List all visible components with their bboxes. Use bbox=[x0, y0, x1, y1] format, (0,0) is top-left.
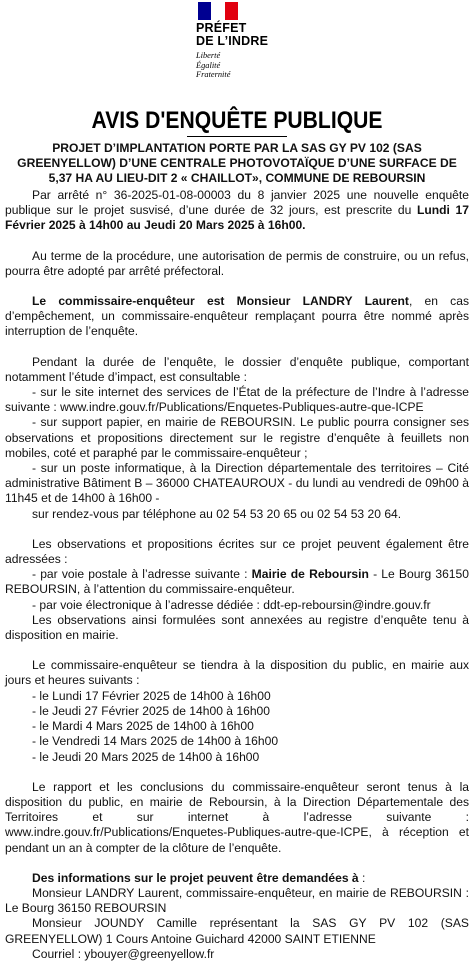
paragraph-commissaire bbox=[5, 294, 469, 340]
informations-heading bbox=[5, 871, 469, 886]
paragraph-rapport: Le rapport et les conclusions du commissaire-enquêteur seront tenus à la disposition du public, en mairie de Reboursin, à la Direction Départementale des Territoires et sur internet à l’adresse suivante : www.indre.gouv.fr/Publications/Enquetes-Publiques-autre-que-ICPE, à réception et pendant un an à compter de la clôture de l’enquête. bbox=[5, 779, 469, 855]
permanences-intro: Le commissaire-enquêteur se tiendra à la disposition du public, en mairie aux jours et heures suivants : bbox=[5, 658, 469, 688]
logo-line-2: DE L’INDRE bbox=[196, 34, 269, 48]
motto-fraternite: Fraternité bbox=[196, 70, 231, 80]
logo-line-1: PRÉFET bbox=[196, 21, 247, 35]
mairie-name: Mairie de Reboursin bbox=[251, 567, 369, 582]
motto-egalite: Égalité bbox=[196, 60, 221, 70]
postal-text: - par voie postale à l’adresse suivante : bbox=[32, 567, 252, 582]
contact-greenyellow: Monsieur JOUNDY Camille représentant la SAS GY PV 102 (SAS GREENYELLOW) 1 Cours Antoine Guichard 42000 SAINT ETIENNE bbox=[5, 916, 469, 946]
permanence-date-5: - le Jeudi 20 Mars 2025 de 14h00 à 16h00 bbox=[32, 749, 260, 764]
consultation-item-website: - sur le site internet des services de l’État de la préfecture de l’Indre à l’adresse suivante : www.indre.gouv.fr/Publications/Enquetes-Publiques-autre-que-ICPE bbox=[5, 385, 469, 415]
commissaire-name: Le commissaire-enquêteur est Monsieur LANDRY Laurent bbox=[32, 294, 409, 309]
contact-email: Courriel : ybouyer@greenyellow.fr bbox=[32, 946, 215, 961]
permanence-date-3: - le Mardi 4 Mars 2025 de 14h00 à 16h00 bbox=[32, 719, 254, 734]
logo-motto bbox=[196, 51, 296, 80]
observations-email: - par voie électronique à l’adresse dédiée : ddt-ep-reboursin@indre.gouv.fr bbox=[32, 597, 431, 612]
notice-body bbox=[5, 188, 469, 962]
observations-outro: Les observations ainsi formulées sont annexées au registre d’enquête tenu à disposition en mairie. bbox=[5, 612, 469, 643]
title-divider bbox=[187, 136, 287, 137]
paragraph-arrete bbox=[5, 188, 469, 234]
page-title: AVIS D'ENQUÊTE PUBLIQUE bbox=[91, 107, 383, 134]
paragraph-procedure: Au terme de la procédure, une autorisation de permis de construire, ou un refus, pourra être adopté par arrêté préfectoral. bbox=[5, 248, 469, 278]
observations-postal bbox=[5, 567, 469, 597]
consultation-item-phone: sur rendez-vous par téléphone au 02 54 53 20 65 ou 02 54 53 20 64. bbox=[32, 506, 402, 521]
arrete-text: Par arrêté n° 36-2025-01-08-00003 du 8 janvier 2025 une nouvelle enquête publique sur le projet susvisé, d’une durée de 32 jours, est prescrite du bbox=[5, 188, 469, 218]
permanence-date-4: - le Vendredi 14 Mars 2025 de 14h00 à 16h00 bbox=[32, 734, 279, 749]
permanence-date-2: - le Jeudi 27 Février 2025 de 14h00 à 16h00 bbox=[32, 703, 271, 718]
informations-colon: : bbox=[358, 870, 366, 885]
contact-commissaire: Monsieur LANDRY Laurent, commissaire-enquêteur, en mairie de REBOURSIN : Le Bourg 36150 REBOURSIN bbox=[5, 885, 469, 916]
permanence-date-1: - le Lundi 17 Février 2025 de 14h00 à 16h00 bbox=[32, 688, 271, 703]
project-title: PROJET D’IMPLANTATION PORTE PAR LA SAS GY PV 102 (SAS GREENYELLOW) D’UNE CENTRALE PHOTOVOTAÏQUE D’UNE SURFACE DE 5,37 HA AU LIEU-DIT 2 « CHAILLOT», COMMUNE DE REBOURSIN bbox=[17, 141, 457, 186]
motto-liberte: Liberté bbox=[196, 51, 221, 60]
consultation-intro: Pendant la durée de l’enquête, le dossier d’enquête publique, comportant notamment l’étude d’impact, est consultable : bbox=[5, 354, 469, 384]
consultation-item-paper: - sur support papier, en mairie de REBOURSIN. Le public pourra consigner ses observations et propositions directement sur le registre d’enquête à feuillets non mobiles, coté et paraphé par le commissaire-enquêteur ; bbox=[5, 415, 469, 460]
postal-address: - Le Bourg 36150 REBOURSIN, à l’attention du commissaire-enquêteur. bbox=[5, 567, 469, 597]
observations-intro: Les observations et propositions écrites sur ce projet peuvent également être adressées : bbox=[5, 536, 469, 567]
commissaire-text: , en cas d’empêchement, un commissaire-enquêteur remplaçant pourra être nommé après interruption de l’enquête. bbox=[5, 294, 469, 339]
prefecture-logo bbox=[196, 2, 296, 80]
french-flag-icon bbox=[198, 2, 238, 20]
enquete-dates: Lundi 17 Février 2025 à 14h00 au Jeudi 20 Mars 2025 à 16h00. bbox=[5, 203, 469, 233]
informations-bold: Des informations sur le projet peuvent être demandées à bbox=[32, 870, 359, 885]
consultation-item-computer: - sur un poste informatique, à la Direction départementale des territoires – Cité administrative Bâtiment B – 36000 CHATEAUROUX - du lundi au vendredi de 09h00 à 11h45 et de 14h00 à 16h00 - bbox=[5, 461, 469, 506]
